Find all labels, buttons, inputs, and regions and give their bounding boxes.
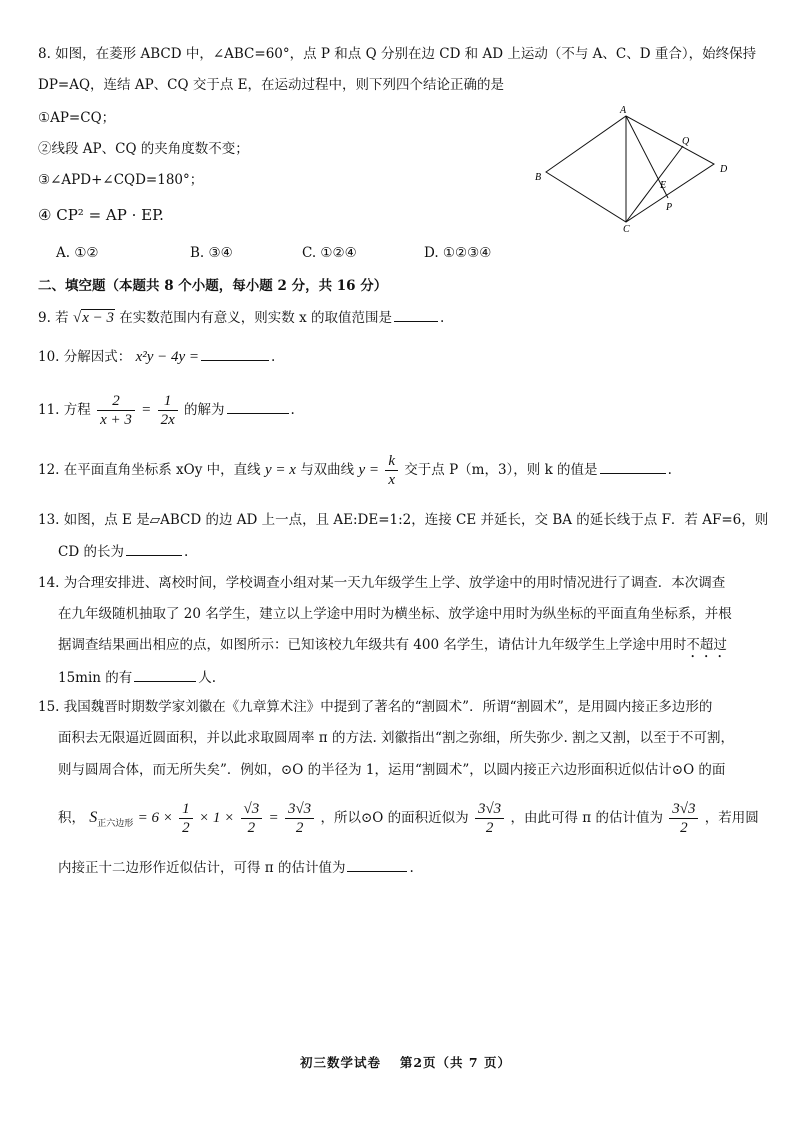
q11-end: . xyxy=(290,402,295,418)
q14-line3-pre: 据调查结果画出相应的点，如图所示：已知该校九年级共有 400 名学生，请估计九年级学生上学途中用时 xyxy=(58,637,687,653)
q15-s-main: S xyxy=(89,809,98,826)
q15-f2-den: 2 xyxy=(247,820,256,836)
q8-statement-4: ④ CP² = AP · EP. xyxy=(38,206,164,224)
q15-f3-num: 3√3 xyxy=(285,800,314,819)
q12-post: 交于点 P（m，3），则 k 的值是 xyxy=(404,462,598,478)
q8-choice-b: B. ③④ xyxy=(190,245,233,261)
q12-numerator: k xyxy=(385,452,398,471)
q8-choice-a: A. ①② xyxy=(56,245,99,261)
q15-f5-den: 2 xyxy=(680,820,688,836)
q8-choice-d: D. ①②③④ xyxy=(424,245,492,261)
q15-fraction-5 xyxy=(669,800,698,837)
q9-answer-blank[interactable] xyxy=(394,306,438,322)
q15-line5-pre: 内接正十二边形作近似估计，可得 π 的估计值为 xyxy=(58,860,346,876)
q11-left-fraction xyxy=(97,392,135,429)
rhombus-figure xyxy=(528,104,738,234)
q14-line4-pre: 15min 的有 xyxy=(58,670,133,686)
q14-line3 xyxy=(58,635,727,661)
q15-f4-num: 3√3 xyxy=(475,800,504,819)
q9-post: 在实数范围内有意义，则实数 x 的取值范围是 xyxy=(119,310,392,326)
q9-pre: 9. 若 xyxy=(38,310,69,326)
q12-pre: 12. 在平面直角坐标系 xOy 中，直线 xyxy=(38,462,261,478)
q11-post: 的解为 xyxy=(184,402,225,418)
q15-f1-den: 2 xyxy=(182,820,190,836)
q15-fraction-2 xyxy=(241,800,263,837)
q15-end: . xyxy=(409,860,414,876)
q14-line2: 在九年级随机抽取了 20 名学生，建立以上学途中用时为横坐标、放学途中用时为纵坐标的平面直角坐标系，并根 xyxy=(58,606,732,622)
page-footer: 初三数学试卷 第2页（共 7 页） xyxy=(300,1055,511,1070)
q15-f3-den: 2 xyxy=(295,820,304,836)
q15-line3: 则与圆周合体，而无所失矣”．例如，⊙O 的半径为 1，运用“割圆术”，以圆内接正六边形面积近似估计⊙O 的面 xyxy=(58,762,726,778)
q10-answer-blank[interactable] xyxy=(201,345,269,361)
q13-answer-blank[interactable] xyxy=(126,540,182,556)
q13-line2-pre: CD 的长为 xyxy=(58,544,124,560)
q10-end: . xyxy=(271,349,276,365)
q15-fraction-4 xyxy=(475,800,504,837)
q12-end: . xyxy=(667,462,672,478)
q9-end: . xyxy=(439,310,445,326)
q11-equals: = xyxy=(141,402,152,418)
q14-line4-post: 人. xyxy=(198,670,217,686)
q15-mid2: ，由此可得 π 的估计值为 xyxy=(510,810,663,826)
q14-emphasis: 不超过 xyxy=(686,637,727,653)
q8-statement-3: ③∠APD+∠CQD=180°； xyxy=(38,172,204,188)
q12-fraction xyxy=(385,452,398,489)
q15-f4-den: 2 xyxy=(485,820,494,836)
q11-right-fraction xyxy=(158,392,178,429)
q14-line1: 14. 为合理安排进、离校时间，学校调查小组对某一天九年级学生上学、放学途中的用时情况进行了调查．本次调查 xyxy=(38,575,726,591)
q15-times: × 1 × xyxy=(198,810,235,826)
label-Q: Q xyxy=(682,136,690,147)
q8-line2: DP=AQ，连结 AP、CQ 交于点 E，在运动过程中，则下列四个结论正确的是 xyxy=(38,77,504,93)
label-B: B xyxy=(535,172,542,183)
q15-fraction-3 xyxy=(285,800,314,837)
q15-f2-num: √3 xyxy=(241,800,263,819)
q12-line-equation: y = x xyxy=(264,462,296,478)
q15-s-subscript: 正六边形 xyxy=(97,818,134,829)
q10 xyxy=(38,345,275,367)
q15-line1: 15. 我国魏晋时期数学家刘徽在《九章算术注》中提到了著名的“割圆术”．所谓“割圆术”，是用圆内接正多边形的 xyxy=(38,699,713,715)
q8-statement-1: ①AP=CQ； xyxy=(38,110,116,126)
q13-line1: 13. 如图，点 E 是▱ABCD 的边 AD 上一点，且 AE:DE=1:2，连接 CE 并延长，交 BA 的延长线于点 F．若 AF=6，则 xyxy=(38,512,769,528)
q10-expression: x²y − 4y = xyxy=(135,349,200,365)
q13-line2 xyxy=(58,540,188,562)
q15-f1-num: 1 xyxy=(179,800,193,819)
q9-radical: √x − 3 xyxy=(72,310,114,326)
q8-line1: 8. 如图，在菱形 ABCD 中，∠ABC=60°，点 P 和点 Q 分别在边 CD 和 AD 上运动（不与 A、C、D 重合），始终保持 xyxy=(38,46,757,62)
q15-line4 xyxy=(58,796,759,845)
q9 xyxy=(38,306,444,328)
label-P: P xyxy=(666,202,673,213)
label-C: C xyxy=(623,224,630,234)
q11 xyxy=(38,390,295,430)
q12-mid: 与双曲线 xyxy=(300,462,355,478)
q15-mid3: ，若用圆 xyxy=(704,810,759,826)
q8-choice-c: C. ①②④ xyxy=(302,245,357,261)
q12-answer-blank[interactable] xyxy=(600,458,666,474)
q9-radicand: x − 3 xyxy=(82,310,114,326)
q15-area-symbol xyxy=(89,809,134,829)
q11-right-denominator: 2x xyxy=(160,412,175,428)
q14-answer-blank[interactable] xyxy=(134,666,196,682)
label-E: E xyxy=(660,180,667,191)
q15-fraction-1 xyxy=(179,800,193,837)
q12-hyperbola-lhs: y = xyxy=(358,462,380,478)
q15-line4-pre: 积， xyxy=(58,810,85,826)
q14-line4 xyxy=(58,666,216,688)
q11-left-numerator: 2 xyxy=(97,392,135,411)
label-A: A xyxy=(620,105,627,116)
q12 xyxy=(38,450,672,490)
q11-answer-blank[interactable] xyxy=(227,398,289,414)
q12-denominator: x xyxy=(388,472,395,488)
q15-f5-num: 3√3 xyxy=(669,800,698,819)
q15-answer-blank[interactable] xyxy=(347,856,407,872)
q15-mid1: ，所以⊙O 的面积近似为 xyxy=(320,810,469,826)
q15-eq1: = 6 × xyxy=(137,810,173,826)
label-D: D xyxy=(720,164,728,175)
q11-right-numerator: 1 xyxy=(158,392,178,411)
q13-end: . xyxy=(183,544,189,560)
q15-line5 xyxy=(58,856,414,878)
q15-line2: 面积去无限逼近圆面积，并以此求取圆周率 π 的方法. 刘徽指出“割之弥细，所失弥少. 割之又割，以至于不可割， xyxy=(58,730,735,746)
q11-pre: 11. 方程 xyxy=(38,402,91,418)
q10-pre: 10. 分解因式： xyxy=(38,349,132,365)
section-fill-in-header: 二、填空题（本题共 8 个小题，每小题 2 分，共 16 分） xyxy=(38,278,388,294)
q8-statement-2: ②线段 AP、CQ 的夹角度数不变； xyxy=(38,141,249,157)
q11-left-denominator: x + 3 xyxy=(100,412,132,428)
q15-eq2: = xyxy=(268,810,279,826)
